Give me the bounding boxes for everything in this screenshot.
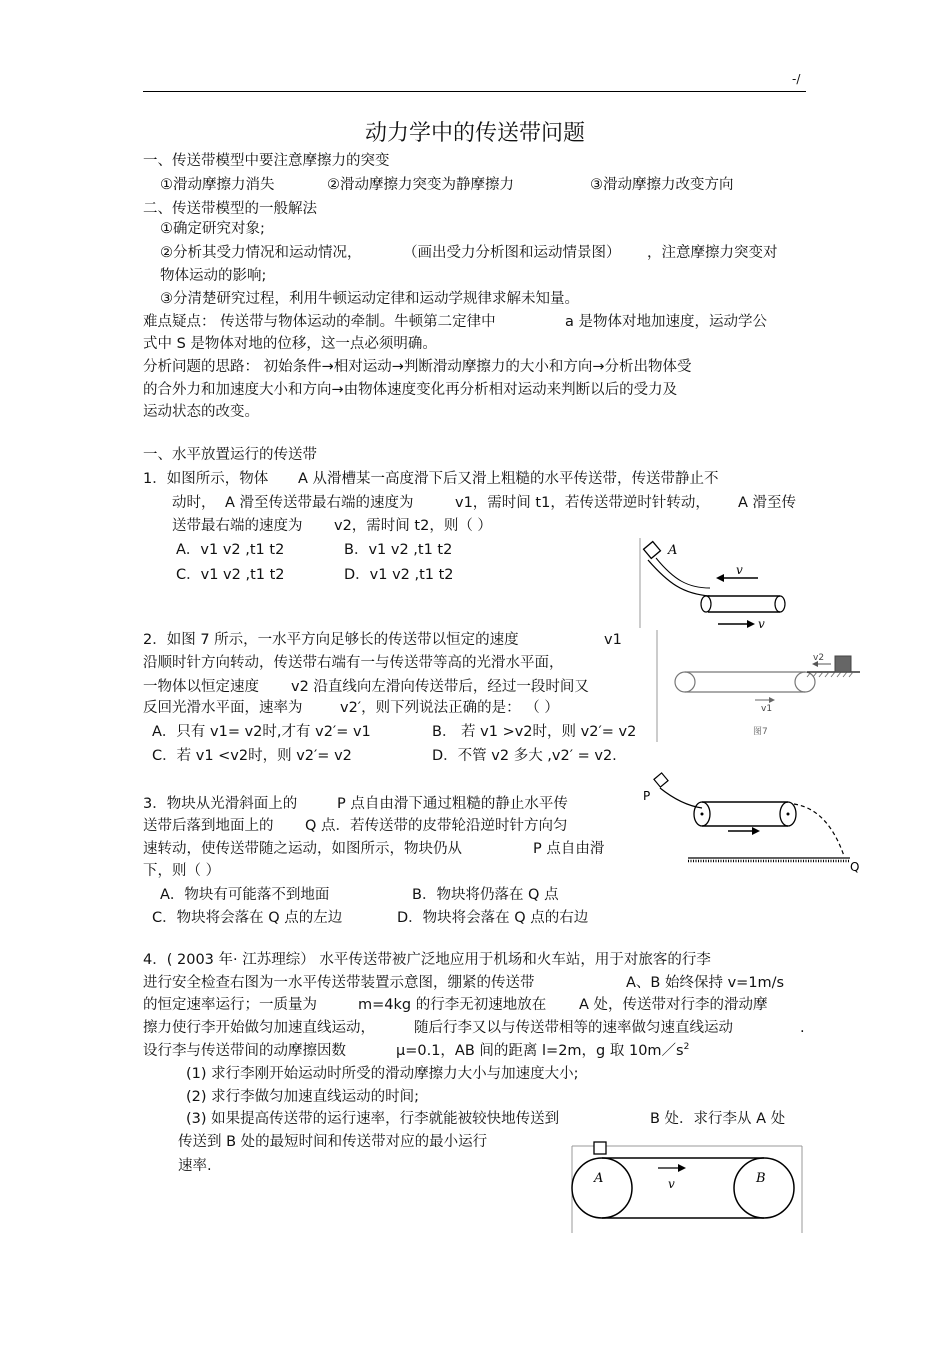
intro-point-3: ③滑动摩擦力改变方向 bbox=[590, 177, 734, 193]
approach-1: 分析问题的思路： 初始条件→相对运动→判断滑动摩擦力的大小和方向→分析出物体受 bbox=[143, 359, 692, 375]
q4-label-v: v bbox=[668, 1177, 675, 1191]
intro-step-2a: ②分析其受力情况和运动情况， bbox=[160, 245, 362, 261]
q3-option-a: A．物块有可能落不到地面 bbox=[160, 887, 330, 903]
q1-line1b: A 从滑槽某一高度滑下后又滑上粗糙的水平传送带，传送带静止不 bbox=[298, 471, 719, 487]
intro-step-2c: ，注意摩擦力突变对 bbox=[647, 245, 778, 261]
q3-option-b: B．物块将仍落在 Q 点 bbox=[412, 887, 559, 903]
q3-option-d: D．物块将会落在 Q 点的右边 bbox=[397, 910, 589, 926]
difficulty-b: a 是物体对地加速度，运动学公 bbox=[565, 314, 767, 330]
q4-sub-2: (2) 求行李做匀加速直线运动的时间; bbox=[186, 1089, 420, 1105]
q3-figure bbox=[640, 770, 865, 875]
q2-line3b: v2 沿直线向左滑向传送带后，经过一段时间又 bbox=[291, 679, 589, 695]
page-title: 动力学中的传送带问题 bbox=[364, 121, 585, 146]
intro-heading-1: 一、传送带模型中要注意摩擦力的突变 bbox=[143, 153, 390, 169]
q1-line2b: A 滑至传送带最右端的速度为 bbox=[225, 495, 414, 511]
q3-line2a: 送带后落到地面上的 bbox=[143, 818, 274, 834]
q1-line1a: 1．如图所示，物体 bbox=[143, 471, 269, 487]
q4-line5b-text: μ=0.1，AB 间的距离 l=2m，g 取 10m／s bbox=[396, 1043, 684, 1059]
q1-figure bbox=[638, 538, 788, 630]
q4-label-a: A bbox=[594, 1171, 604, 1186]
approach-3: 运动状态的改变。 bbox=[143, 404, 259, 420]
q2-option-c: C．若 v1 <v2时，则 v2′= v2 bbox=[152, 748, 352, 764]
q2-figure bbox=[655, 630, 865, 745]
intro-step-2b: （画出受力分析图和运动情景图） bbox=[403, 245, 621, 261]
intro-point-2: ②滑动摩擦力突变为静摩擦力 bbox=[327, 177, 514, 193]
q3-label-q: Q bbox=[850, 860, 860, 874]
q4-line4c: . bbox=[800, 1020, 805, 1036]
q2-option-a: A．只有 v1= v2时,才有 v2′= v1 bbox=[152, 724, 371, 740]
intro-step-1: ①确定研究对象; bbox=[160, 221, 265, 237]
q2-line4a: 反回光滑水平面，速率为 bbox=[143, 700, 303, 716]
q4-sub-3d: 速率. bbox=[178, 1158, 212, 1174]
q4-line4a: 擦力使行李开始做匀加速直线运动， bbox=[143, 1020, 375, 1036]
difficulty-c: 式中 S 是物体对地的位移，这一点必须明确。 bbox=[143, 336, 437, 352]
q2-option-b: B． 若 v1 >v2时，则 v2′= v2 bbox=[432, 724, 637, 740]
intro-step-2d: 物体运动的影响; bbox=[160, 268, 267, 284]
q2-line2: 沿顺时针方向转动，传送带右端有一与传送带等高的光滑水平面， bbox=[143, 655, 564, 671]
q3-line3a: 速转动，使传送带随之运动，如图所示，物块仍从 bbox=[143, 841, 462, 857]
q4-line2b: A、B 始终保持 v=1m/s bbox=[626, 975, 785, 991]
q4-line4b: 随后行李又以与传送带相等的速率做匀速直线运动 bbox=[414, 1020, 733, 1036]
q3-line2b: Q 点．若传送带的皮带轮沿逆时针方向匀 bbox=[305, 818, 568, 834]
q3-line4: 下，则（ ） bbox=[143, 863, 221, 879]
q4-sub-3b: B 处．求行李从 A 处 bbox=[650, 1111, 786, 1127]
q1-option-b: B．v1 v2 ,t1 t2 bbox=[344, 542, 453, 558]
q4-line1: 4．( 2003 年· 江苏理综） 水平传送带被广泛地应用于机场和火车站，用于对旅客的行李 bbox=[143, 952, 711, 968]
section-heading: 一、水平放置运行的传送带 bbox=[143, 447, 317, 463]
header-rule bbox=[143, 91, 806, 92]
q1-line2c: v1，需时间 t1，若传送带逆时针转动， bbox=[455, 495, 710, 511]
q1-line2d: A 滑至传 bbox=[738, 495, 797, 511]
intro-step-3: ③分清楚研究过程，利用牛顿运动定律和运动学规律求解未知量。 bbox=[160, 291, 579, 307]
q2-line1b: v1 bbox=[604, 632, 622, 648]
q4-line5b bbox=[396, 1042, 689, 1060]
q3-option-c: C．物块将会落在 Q 点的左边 bbox=[152, 910, 343, 926]
q2-line3a: 一物体以恒定速度 bbox=[143, 679, 259, 695]
q1-line3b: v2，需时间 t2，则（ ） bbox=[334, 518, 492, 534]
q3-line1a: 3．物块从光滑斜面上的 bbox=[143, 796, 298, 812]
q1-label-a: A bbox=[668, 543, 678, 558]
q4-line2a: 进行安全检查右图为一水平传送带装置示意图，绷紧的传送带 bbox=[143, 975, 535, 991]
q4-sub-3c: 传送到 B 处的最短时间和传送带对应的最小运行 bbox=[178, 1134, 488, 1150]
q1-label-v-bottom: v bbox=[758, 617, 765, 631]
q2-line4b: v2′，则下列说法正确的是： （ ） bbox=[340, 700, 559, 716]
q3-line1b: P 点自由滑下通过粗糙的静止水平传 bbox=[337, 796, 568, 812]
q1-line3a: 送带最右端的速度为 bbox=[172, 518, 303, 534]
q3-label-p: P bbox=[643, 789, 651, 803]
q1-option-c: C．v1 v2 ,t1 t2 bbox=[176, 567, 285, 583]
q3-line3b: P 点自由滑 bbox=[533, 841, 605, 857]
q2-figure-caption: 图7 bbox=[753, 727, 768, 737]
q2-option-d: D．不管 v2 多大 ,v2′ = v2. bbox=[432, 748, 617, 764]
q1-line2a: 动时， bbox=[172, 495, 216, 511]
q4-label-b: B bbox=[756, 1171, 766, 1186]
q4-line3c: A 处，传送带对行李的滑动摩 bbox=[579, 997, 768, 1013]
q4-line5b-sup: 2 bbox=[683, 1042, 690, 1053]
q2-line1a: 2．如图 7 所示，一水平方向足够长的传送带以恒定的速度 bbox=[143, 632, 519, 648]
q4-line3b: m=4kg 的行李无初速地放在 bbox=[358, 997, 547, 1013]
q4-line5a: 设行李与传送带间的动摩擦因数 bbox=[143, 1043, 346, 1059]
q1-label-v-top: v bbox=[736, 563, 743, 577]
q4-sub-1: (1) 求行李刚开始运动时所受的滑动摩擦力大小与加速度大小; bbox=[186, 1066, 579, 1082]
header-mark: -/ bbox=[792, 72, 801, 86]
q1-option-a: A．v1 v2 ,t1 t2 bbox=[176, 542, 285, 558]
q1-option-d: D．v1 v2 ,t1 t2 bbox=[344, 567, 454, 583]
q2-label-v2: v2 bbox=[813, 653, 825, 663]
approach-2: 的合外力和加速度大小和方向→由物体速度变化再分析相对运动来判断以后的受力及 bbox=[143, 382, 678, 398]
q4-sub-3a: (3) 如果提高传送带的运行速率，行李就能被较快地传送到 bbox=[186, 1111, 560, 1127]
intro-heading-2: 二、传送带模型的一般解法 bbox=[143, 201, 317, 217]
q4-line3a: 的恒定速率运行；一质量为 bbox=[143, 997, 317, 1013]
intro-point-1: ①滑动摩擦力消失 bbox=[160, 177, 275, 193]
difficulty-a: 难点疑点： 传送带与物体运动的牵制。牛顿第二定律中 bbox=[143, 314, 496, 330]
q2-label-v1: v1 bbox=[761, 704, 773, 714]
q4-figure bbox=[570, 1138, 805, 1238]
